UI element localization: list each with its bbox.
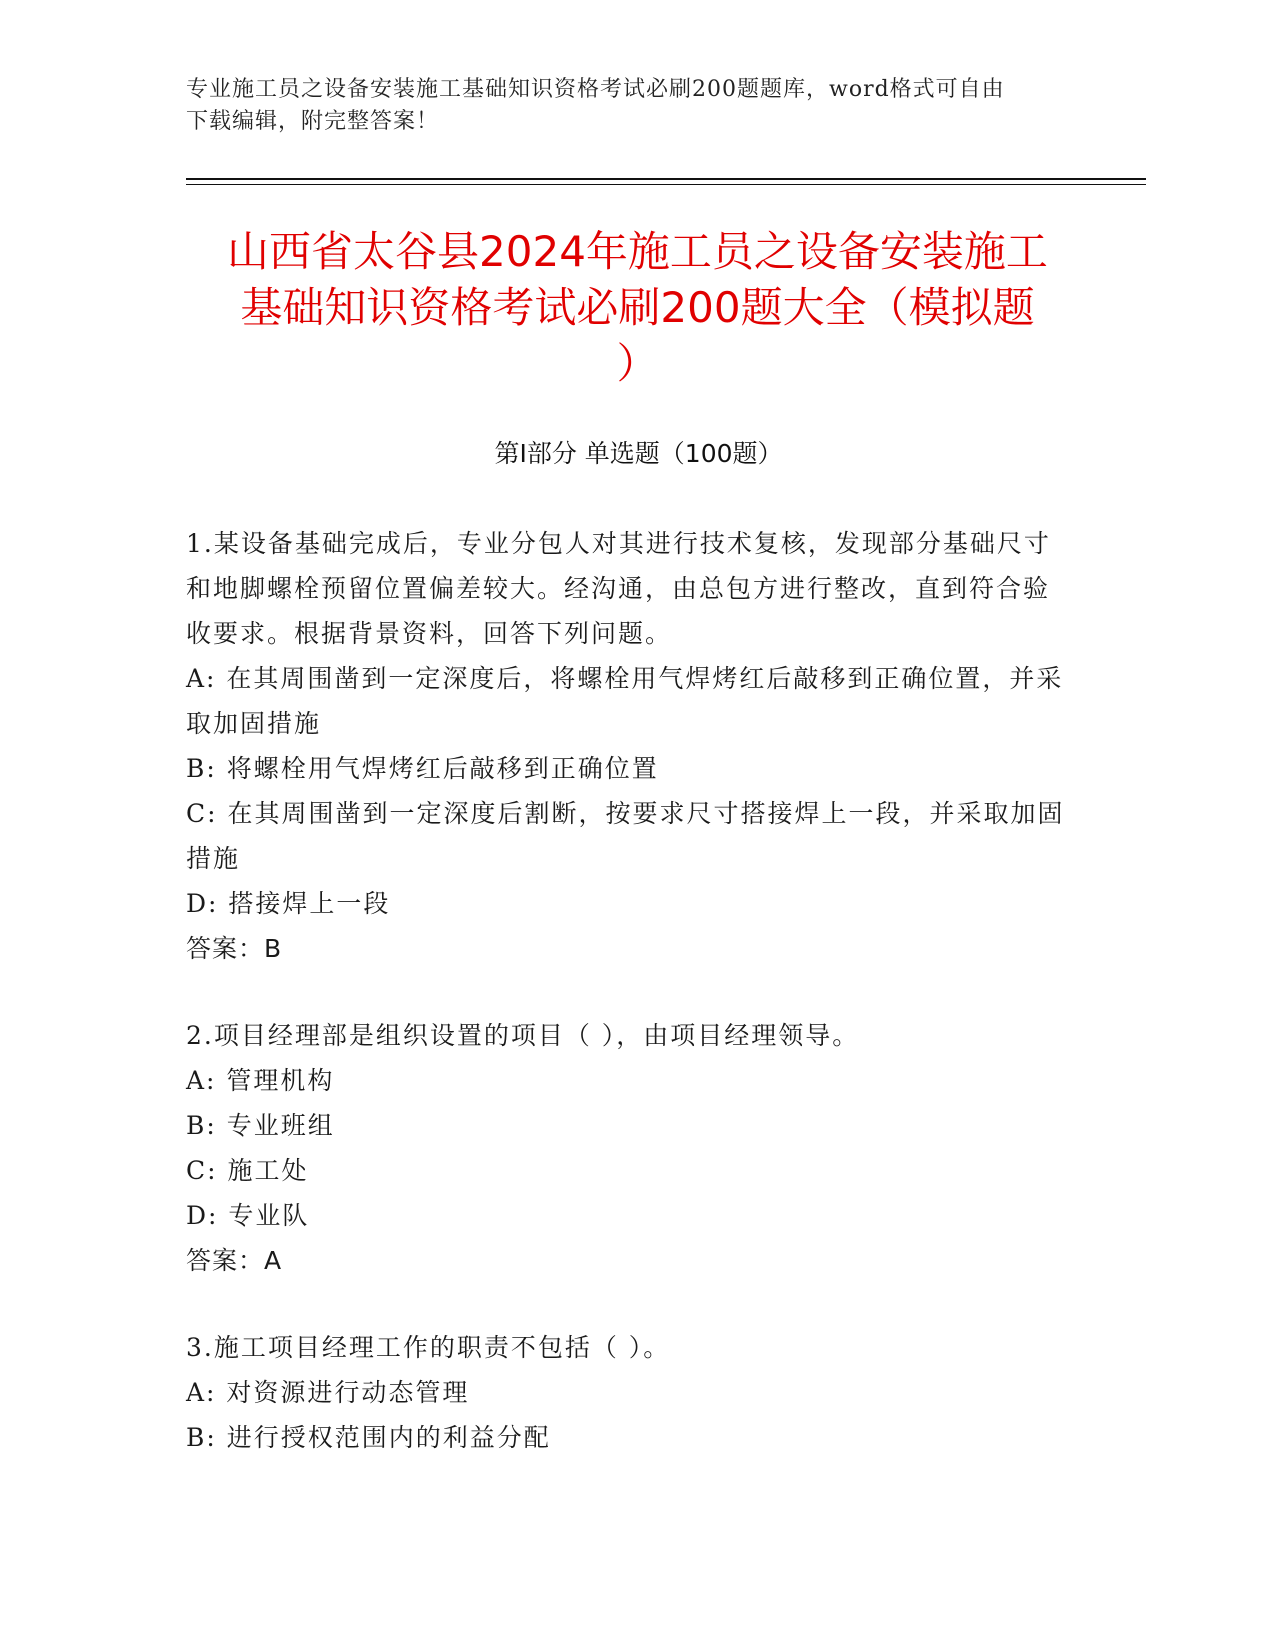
question-2 <box>186 1013 1066 1283</box>
option-c: C: 施工处 <box>186 1156 309 1185</box>
section-heading: 第Ⅰ部分 单选题（100题） <box>494 439 783 468</box>
option-b: B: 专业班组 <box>186 1111 335 1140</box>
option-a: A: 在其周围凿到一定深度后，将螺栓用气焊烤红后敲移到正确位置，并采取加固措施 <box>186 664 1064 738</box>
option-a: A: 对资源进行动态管理 <box>186 1378 470 1407</box>
question-1 <box>186 521 1066 971</box>
question-stem: 1.某设备基础完成后，专业分包人对其进行技术复核，发现部分基础尺寸和地脚螺栓预留位置偏差较大。经沟通，由总包方进行整改，直到符合验收要求。根据背景资料，回答下列问题。 <box>186 529 1051 648</box>
header-note-line-1: 专业施工员之设备安装施工基础知识资格考试必刷200题题库，word格式可自由 <box>186 77 1005 102</box>
option-a: A: 管理机构 <box>186 1066 335 1095</box>
header-note-line-2: 下载编辑，附完整答案！ <box>186 109 440 134</box>
question-stem: 2.项目经理部是组织设置的项目（ ），由项目经理领导。 <box>186 1021 860 1050</box>
option-d: D: 搭接焊上一段 <box>186 889 391 918</box>
option-d: D: 专业队 <box>186 1201 310 1230</box>
option-b: B: 进行授权范围内的利益分配 <box>186 1423 551 1452</box>
answer: 答案：B <box>186 934 283 963</box>
document-title-line-2: 基础知识资格考试必刷200题大全（模拟题 <box>240 283 1035 332</box>
header-note <box>186 74 1086 138</box>
option-c: C: 在其周围凿到一定深度后割断，按要求尺寸搭接焊上一段，并采取加固措施 <box>186 799 1065 873</box>
header-divider-thick <box>186 178 1146 180</box>
option-b: B: 将螺栓用气焊烤红后敲移到正确位置 <box>186 754 659 783</box>
question-3 <box>186 1325 1066 1460</box>
question-list <box>186 521 1066 1502</box>
document-title-line-1: 山西省太谷县2024年施工员之设备安装施工 <box>227 227 1048 276</box>
document-title <box>160 224 1115 392</box>
header-divider-thin <box>186 184 1146 185</box>
answer: 答案：A <box>186 1246 283 1275</box>
document-title-line-3: ） <box>616 339 659 388</box>
question-stem: 3.施工项目经理工作的职责不包括（ ）。 <box>186 1333 671 1362</box>
